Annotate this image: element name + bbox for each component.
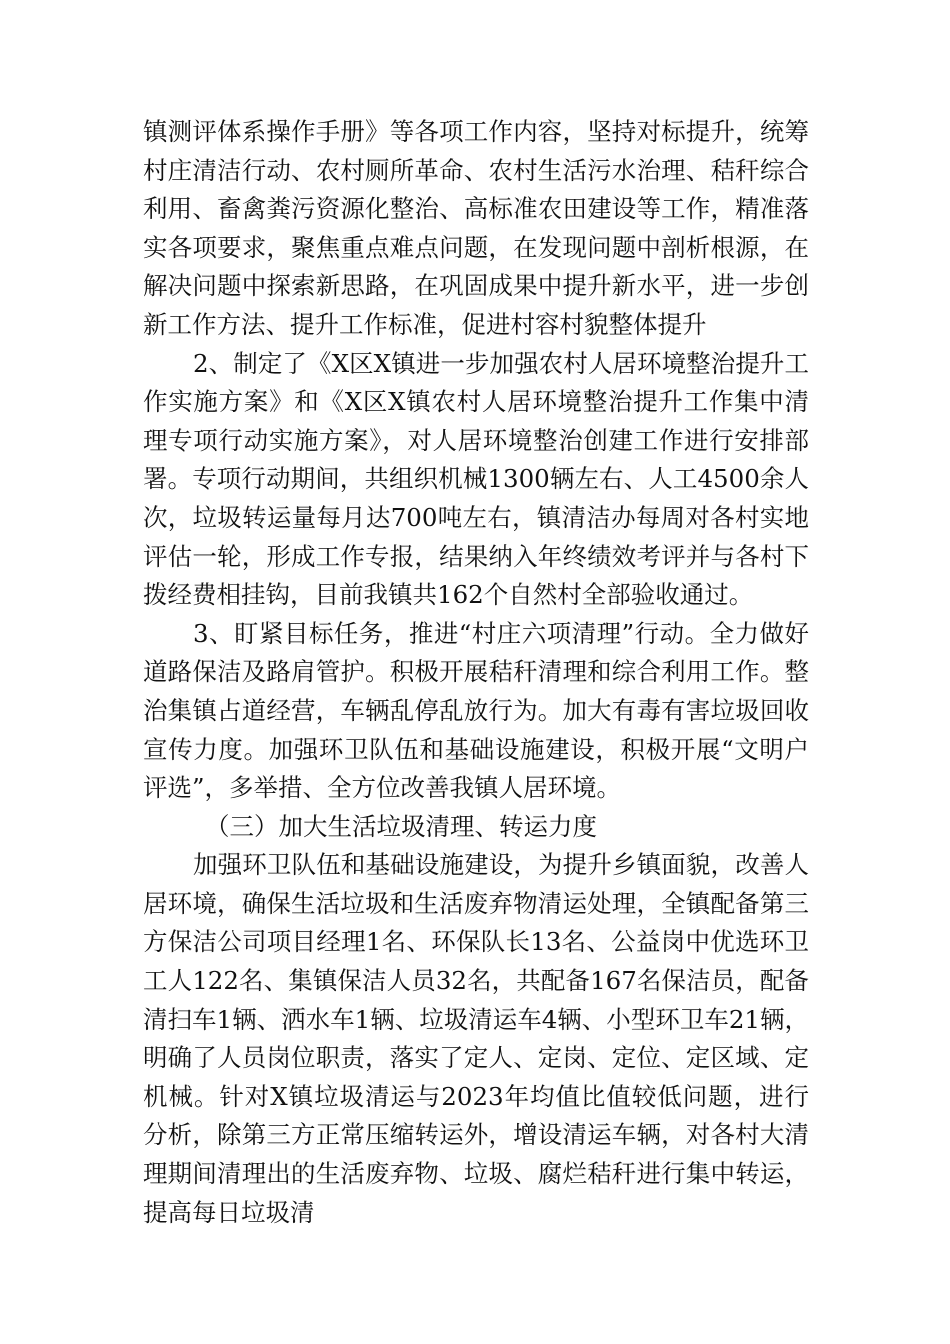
section-heading: （三）加大生活垃圾清理、转运力度 — [205, 811, 597, 841]
paragraph-section-body: 加强环卫队伍和基础设施建设，为提升乡镇面貌，改善人居环境，确保生活垃圾和生活废弃物清运处理，全镇配备第三方保洁公司项目经理1名、环保队长13名、公益岗中优选环卫工人122名、集镇保洁人员32名，共配备167名保洁员，配备清扫车1辆、洒水车1辆、垃圾清运车4辆、小型环卫车21辆，明确了人员岗位职责，落实了定人、定岗、定位、定区域、定机械。针对X镇垃圾清运与2023年均值比值较低问题，进行分析，除第三方正常压缩转运外，增设清运车辆，对各村大清理期间清理出的生活废弃物、垃圾、腐烂秸秆进行集中转运，提高每日垃圾清 — [143, 850, 809, 1227]
document-body — [143, 113, 809, 1232]
paragraph-item-3: 3、盯紧目标任务，推进“村庄六项清理”行动。全力做好道路保洁及路肩管护。积极开展秸秆清理和综合利用工作。整治集镇占道经营，车辆乱停乱放行为。加大有毒有害垃圾回收宣传力度。加强环卫队伍和基础设施建设，积极开展“文明户评选”，多举措、全方位改善我镇人居环境。 — [143, 618, 809, 803]
paragraph-continuation: 镇测评体系操作手册》等各项工作内容，坚持对标提升，统筹村庄清洁行动、农村厕所革命、农村生活污水治理、秸秆综合利用、畜禽粪污资源化整治、高标准农田建设等工作，精准落实各项要求，聚焦重点难点问题，在发现问题中剖析根源，在解决问题中探索新思路，在巩固成果中提升新水平，进一步创新工作方法、提升工作标准，促进村容村貌整体提升 — [143, 117, 809, 339]
paragraph-item-2: 2、制定了《X区X镇进一步加强农村人居环境整治提升工作实施方案》和《X区X镇农村人居环境整治提升工作集中清理专项行动实施方案》，对人居环境整治创建工作进行安排部署。专项行动期间，共组织机械1300辆左右、人工4500余人次，垃圾转运量每月达700吨左右，镇清洁办每周对各村实地评估一轮，形成工作专报，结果纳入年终绩效考评并与各村下拨经费相挂钩，目前我镇共162个自然村全部验收通过。 — [143, 348, 809, 610]
